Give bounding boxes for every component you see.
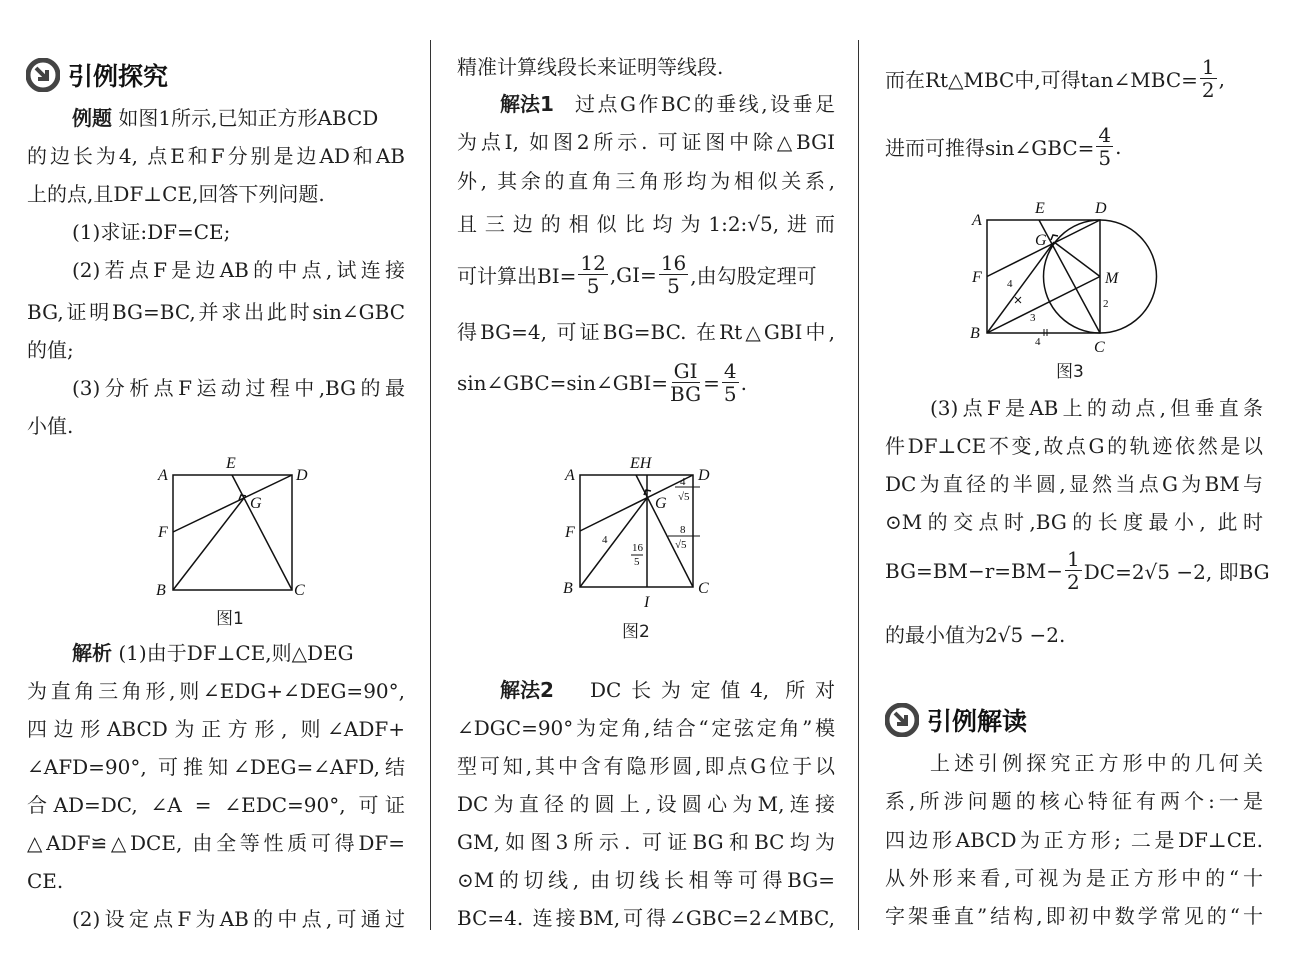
numerator: 12 [580, 251, 606, 275]
text-line: (3)点F是AB上的动点,但垂直条 [930, 396, 1263, 420]
text-line: 型可知,其中含有隐形圆,即点G位于以 [457, 754, 835, 778]
numerator: 4 [1098, 123, 1112, 147]
sin-line [457, 360, 747, 405]
section-heading-explore [26, 57, 168, 93]
denominator: 2 [1201, 78, 1215, 102]
figure-label: F [565, 524, 575, 541]
text-line: (2)设定点F为AB的中点,可通过 [72, 907, 405, 931]
figure-3 [955, 195, 1175, 355]
numerator: 4 [723, 359, 737, 383]
figure-label: G [1035, 232, 1047, 249]
text: 而在Rt△MBC中,可得tan∠MBC= [885, 68, 1198, 92]
section-heading-reading [885, 702, 1027, 738]
text-line: (3)分析点F运动过程中,BG的最 [72, 376, 405, 400]
figure-label: 16 [632, 542, 643, 554]
method2-line [500, 677, 835, 703]
text-line: 四边形ABCD为正方形, 则∠ADF+ [27, 717, 405, 741]
denominator: 5 [1098, 146, 1112, 170]
analysis-line [72, 640, 354, 666]
text: 可计算出BI= [457, 264, 577, 288]
text-line: 件DF⊥CE不变,故点G的轨迹依然是以 [885, 434, 1263, 458]
text: BG=BM−r=BM− [885, 558, 1063, 583]
text: ,由勾股定理可 [690, 264, 817, 288]
figure-label: E [1035, 200, 1045, 217]
text: = [703, 370, 720, 395]
figure-2-caption: 图2 [622, 622, 650, 642]
text-line: 上述引例探究正方形中的几何关 [930, 751, 1263, 775]
figure-label: A [565, 467, 575, 484]
text-line: 小值. [27, 414, 74, 438]
text: . [740, 370, 747, 395]
figure-label: F [972, 269, 982, 286]
figure-1-caption: 图1 [216, 609, 244, 629]
text-line: 且三边的相似比均为1:2:√5,进而 [457, 212, 835, 236]
text: DC=2√5 −2, 即BG [1083, 560, 1270, 584]
figure-label: 5 [634, 556, 640, 568]
text-line: 的值; [27, 338, 74, 362]
denominator: BG [670, 382, 702, 406]
text-line: DC为直径的半圆,显然当点G为BM与 [885, 472, 1263, 496]
numerator: 16 [660, 251, 687, 275]
numerator: GI [673, 359, 698, 383]
column-divider [858, 40, 859, 930]
tan-line [885, 56, 1225, 101]
text: 进而可推得sin∠GBC= [885, 136, 1095, 160]
text-line: 字架垂直”结构,即初中数学常见的“十 [885, 904, 1263, 928]
text-line: (2)若点F是边AB的中点,试连接 [72, 258, 405, 282]
text: ,GI= [609, 262, 657, 287]
text-line: 四边形ABCD为正方形; 二是DF⊥CE. [885, 828, 1263, 852]
figure-label: 4 [680, 476, 686, 488]
text-line: 为直角三角形,则∠EDG+∠DEG=90°, [27, 679, 405, 703]
figure-3-caption: 图3 [1056, 362, 1084, 382]
text-line: (1)由于DF⊥CE,则△DEG [118, 641, 354, 665]
figure-label: EH [630, 455, 652, 472]
heading-text: 引例解读 [927, 707, 1028, 736]
analysis-label: 解析 [72, 641, 112, 665]
figure-label: 2 [1103, 298, 1109, 310]
method2-label: 解法2 [500, 678, 554, 702]
text-line: BC=4. 连接BM,可得∠GBC=2∠MBC, [457, 906, 835, 930]
figure-label: 4 [1035, 336, 1041, 348]
text-line: DC长为定值4, 所对 [590, 678, 835, 702]
method1-label: 解法1 [500, 92, 554, 116]
figure-2 [550, 450, 730, 615]
fraction [1096, 124, 1113, 169]
text-line: 合AD=DC, ∠A = ∠EDC=90°, 可证 [27, 793, 405, 817]
text-line: ∠AFD=90°, 可推知∠DEG=∠AFD,结 [27, 755, 405, 779]
figure-label: B [156, 582, 166, 599]
figure-label: B [970, 325, 980, 342]
denominator: 5 [723, 382, 737, 406]
arrow-circle-icon [26, 58, 60, 92]
text-line: 的最小值为2√5 −2. [885, 623, 1066, 647]
figure-label: B [563, 580, 573, 597]
figure-label: C [698, 580, 709, 597]
figure-label: 3 [1030, 312, 1036, 324]
heading-text: 引例探究 [68, 62, 169, 91]
arrow-circle-icon [885, 703, 919, 737]
text-line: 过点G作BC的垂线,设垂足 [575, 92, 835, 116]
text-line: 精准计算线段长来证明等线段. [457, 55, 724, 79]
numerator: 1 [1067, 547, 1080, 571]
text-line: △ADF≌△DCE, 由全等性质可得DF= [27, 831, 405, 855]
method1-line [500, 91, 835, 117]
figure-label: C [1094, 339, 1105, 355]
column-divider [430, 40, 431, 930]
text-line: ⊙M的交点时,BG的长度最小, 此时 [885, 510, 1263, 534]
text-line: GM,如图3所示. 可证BG和BC均为 [457, 830, 835, 854]
text-line: (1)求证:DF=CE; [72, 220, 231, 244]
text-line: 从外形来看,可视为是正方形中的“十 [885, 866, 1263, 890]
text: . [1115, 134, 1122, 159]
bg-min-line [885, 548, 1270, 593]
text-line: 得BG=4, 可证BG=BC. 在Rt△GBI中, [457, 320, 835, 344]
fraction [722, 360, 739, 405]
bi-gi-line [457, 252, 817, 297]
text: sin∠GBC=sin∠GBI= [457, 370, 669, 395]
figure-label: A [972, 212, 982, 229]
figure-label: D [296, 467, 308, 484]
numerator: 1 [1201, 55, 1215, 79]
figure-label: A [158, 467, 168, 484]
fraction [659, 252, 688, 297]
sin-line [885, 124, 1122, 169]
text-line: 上的点,且DF⊥CE,回答下列问题. [27, 182, 325, 206]
text-line: DC为直径的圆上,设圆心为M,连接 [457, 792, 835, 816]
denominator: 5 [667, 274, 680, 298]
figure-label: √5 [678, 491, 690, 503]
figure-label: √5 [675, 539, 687, 551]
figure-label: G [655, 495, 667, 512]
figure-label: M [1105, 270, 1119, 287]
figure-label: F [158, 524, 168, 541]
figure-label: 4 [602, 534, 608, 546]
figure-label: 4 [1007, 278, 1013, 290]
text-line: 外, 其余的直角三角形均为相似关系, [457, 169, 835, 193]
figure-label: 8 [680, 524, 686, 536]
text-line: ∠DGC=90°为定角,结合“定弦定角”模 [457, 716, 835, 740]
denominator: 2 [1067, 570, 1080, 594]
figure-label: I [644, 594, 650, 611]
figure-1 [140, 450, 320, 605]
example-label: 例题 [72, 106, 112, 130]
figure-label: D [1095, 200, 1107, 217]
text-line: 的边长为4, 点E和F分别是边AD和AB [27, 144, 405, 168]
figure-label: E [226, 455, 236, 472]
figure-label: D [698, 467, 710, 484]
figure-label: G [250, 495, 262, 512]
fraction [1200, 56, 1217, 101]
text-line: BG,证明BG=BC,并求出此时sin∠GBC [27, 300, 405, 324]
text-line: 如图1所示,已知正方形ABCD [118, 106, 379, 130]
fraction [1065, 548, 1082, 593]
text-line: 系,所涉问题的核心特征有两个:一是 [885, 789, 1263, 813]
fraction [670, 360, 701, 405]
example-line [72, 105, 378, 131]
text-line: ⊙M的切线, 由切线长相等可得BG= [457, 868, 835, 892]
denominator: 5 [586, 274, 600, 298]
text-line: 为点I, 如图2所示. 可证图中除△BGI [457, 130, 835, 154]
text-line: CE. [27, 869, 64, 893]
fraction [578, 252, 607, 297]
figure-label: C [294, 582, 305, 599]
text: , [1218, 66, 1225, 91]
